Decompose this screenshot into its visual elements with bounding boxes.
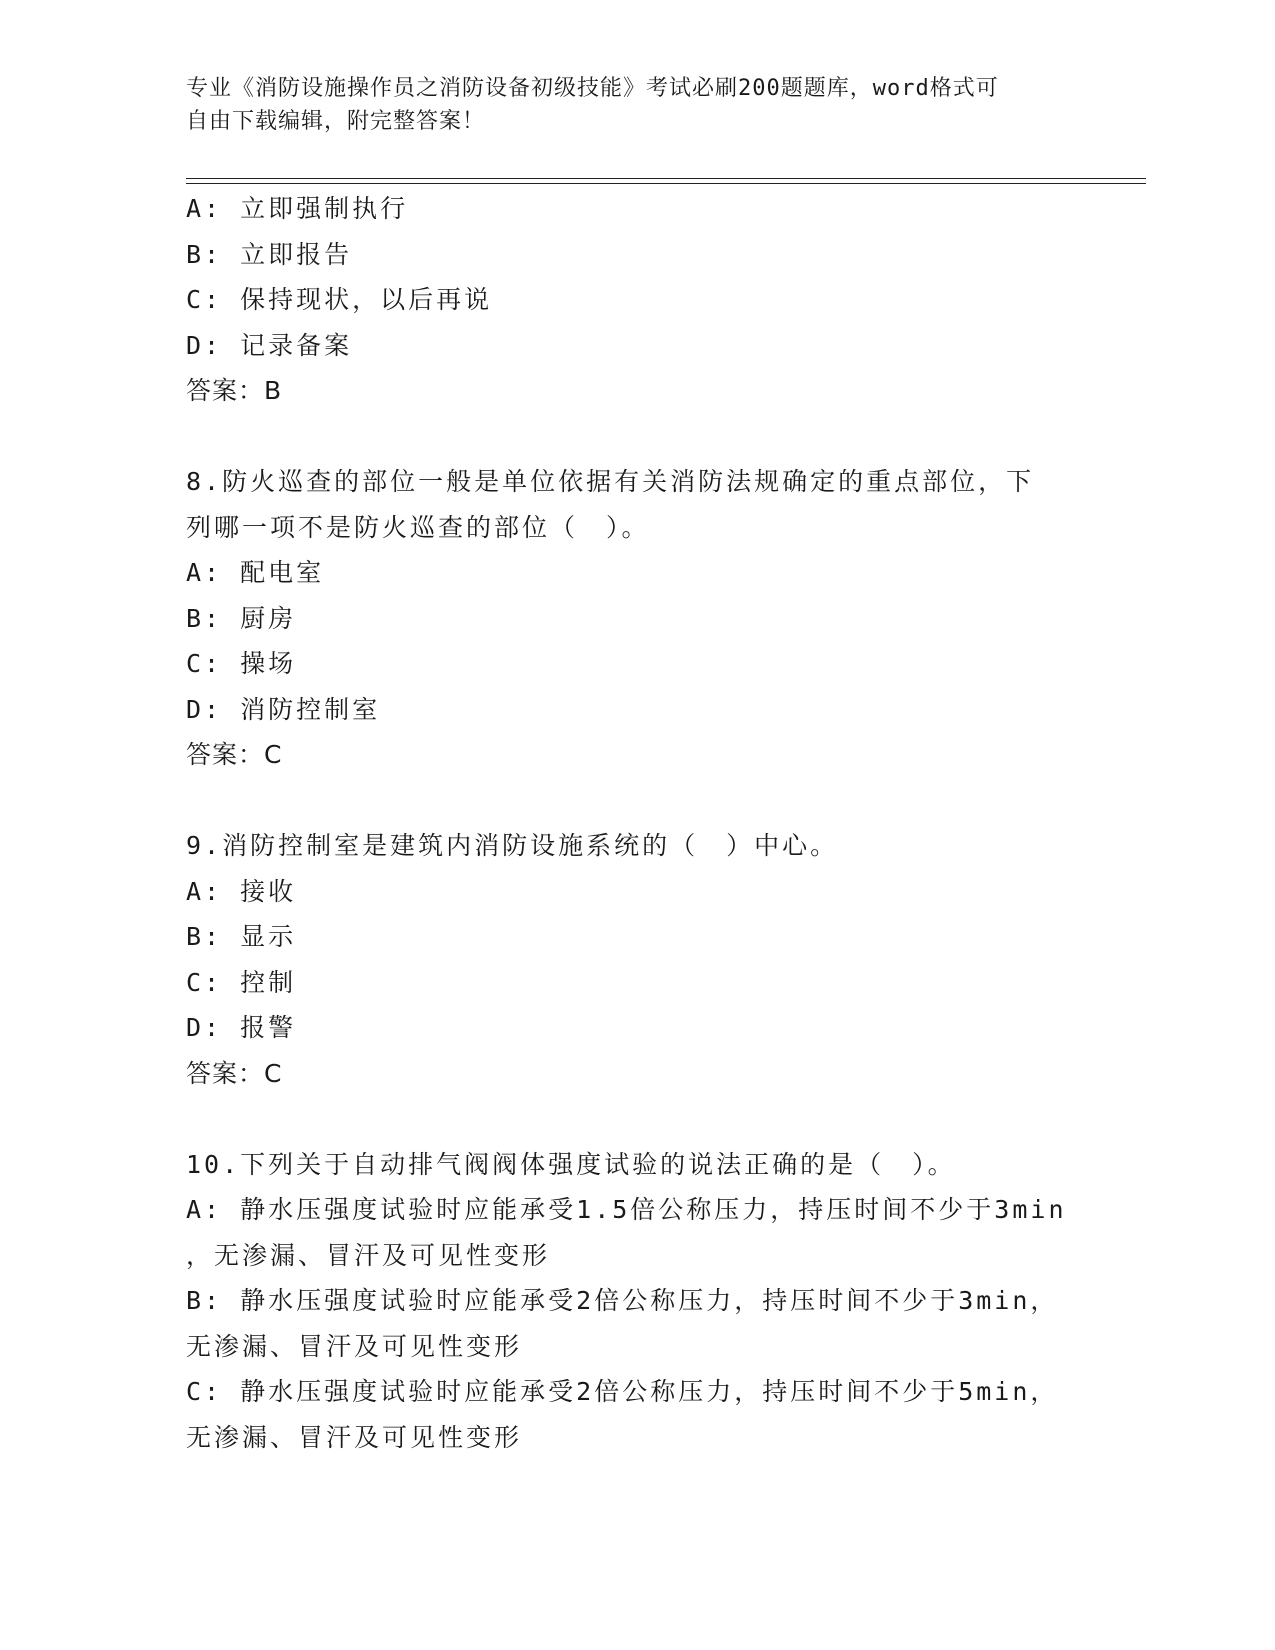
question-8 xyxy=(186,459,1106,778)
question-spacer xyxy=(186,778,1106,824)
answer: 答案：C xyxy=(186,740,283,769)
option-c: C: 静水压强度试验时应能承受2倍公称压力，持压时间不少于5min， xyxy=(186,1377,1059,1406)
option-c: C: 控制 xyxy=(186,967,297,997)
question-stem: 10.下列关于自动排气阀阀体强度试验的说法正确的是（ ）。 xyxy=(186,1149,956,1179)
option-b-continued: 无渗漏、冒汗及可见性变形 xyxy=(186,1331,523,1361)
header-divider-bottom xyxy=(186,183,1146,184)
question-stem: 8.防火巡查的部位一般是单位依据有关消防法规确定的重点部位，下 xyxy=(186,467,1035,496)
option-b: B: 静水压强度试验时应能承受2倍公称压力，持压时间不少于3min， xyxy=(186,1286,1059,1315)
question-9 xyxy=(186,823,1106,1096)
option-a: A: 配电室 xyxy=(186,558,325,587)
header-line-1: 专业《消防设施操作员之消防设备初级技能》考试必刷200题题库，word格式可 xyxy=(186,76,999,101)
header-divider-top xyxy=(186,178,1146,179)
document-header xyxy=(186,72,1086,138)
question-7 xyxy=(186,186,1106,414)
option-d: D: 消防控制室 xyxy=(186,694,381,724)
option-b: B: 立即报告 xyxy=(186,239,353,269)
option-d: D: 记录备案 xyxy=(186,330,353,360)
option-c-continued: 无渗漏、冒汗及可见性变形 xyxy=(186,1422,523,1452)
option-a-continued: ，无渗漏、冒汗及可见性变形 xyxy=(186,1240,551,1270)
question-stem: 9.消防控制室是建筑内消防设施系统的（ ）中心。 xyxy=(186,831,839,860)
option-b: B: 显示 xyxy=(186,922,297,951)
option-d: D: 报警 xyxy=(186,1013,297,1042)
answer: 答案：B xyxy=(186,376,283,405)
header-line-2: 自由下载编辑，附完整答案！ xyxy=(186,109,486,134)
option-a: A: 立即强制执行 xyxy=(186,194,409,223)
question-spacer xyxy=(186,1096,1106,1142)
option-a: A: 静水压强度试验时应能承受1.5倍公称压力，持压时间不少于3min xyxy=(186,1195,1067,1224)
question-stem-continued: 列哪一项不是防火巡查的部位（ ）。 xyxy=(186,512,650,542)
question-list xyxy=(186,186,1106,1460)
answer: 答案：C xyxy=(186,1058,283,1088)
question-10 xyxy=(186,1142,1106,1461)
option-b: B: 厨房 xyxy=(186,603,297,633)
option-c: C: 操场 xyxy=(186,649,297,678)
question-spacer xyxy=(186,414,1106,460)
option-a: A: 接收 xyxy=(186,876,297,906)
option-c: C: 保持现状，以后再说 xyxy=(186,285,493,314)
